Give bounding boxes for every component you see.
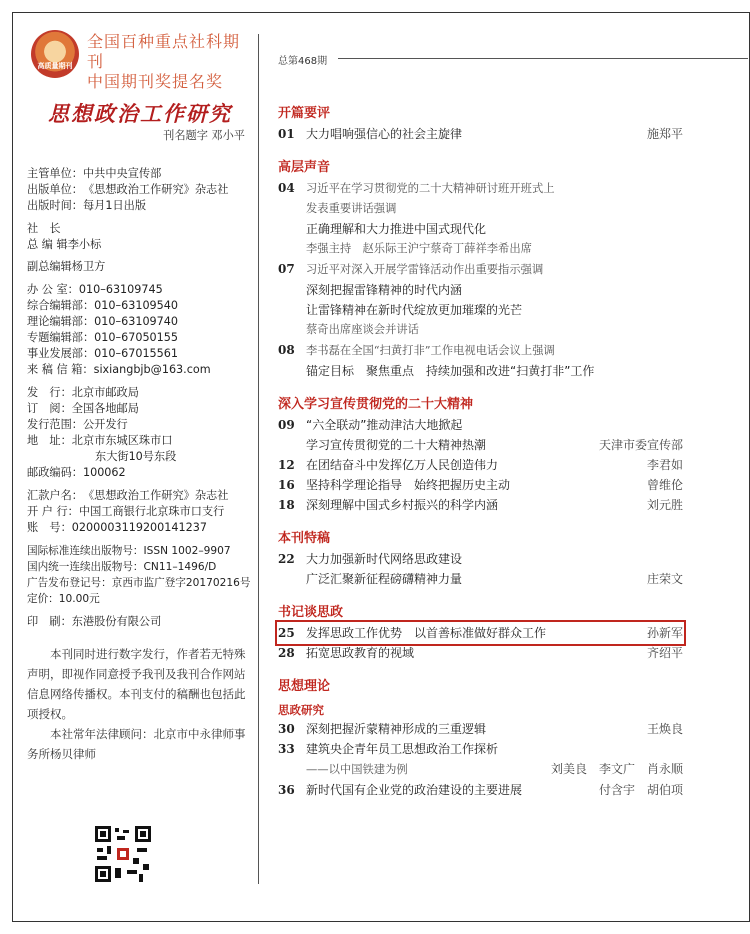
info-value: 中国工商银行北京珠市口支行	[78, 505, 225, 518]
toc-entry[interactable]	[278, 320, 683, 340]
info-value: 公开发行	[82, 418, 128, 431]
info-row	[27, 362, 253, 378]
award-emblem-icon	[31, 30, 79, 78]
info-row	[27, 520, 253, 536]
info-row	[27, 298, 253, 314]
toc-entry[interactable]	[278, 495, 683, 515]
info-value: 中共中央宣传部	[82, 167, 162, 180]
info-label: 账 号：	[27, 521, 72, 534]
info-label: 订 阅：	[27, 402, 72, 415]
toc-entry[interactable]	[278, 780, 683, 800]
info-value: 北京市邮政局	[71, 386, 139, 399]
article-author: 庄荣文	[646, 572, 683, 586]
award-badge-text: 高质量期刊	[37, 62, 73, 70]
info-value: 010–63109745	[78, 283, 163, 296]
info-row	[27, 314, 253, 330]
info-label: 来 稿 信 箱：	[27, 363, 94, 376]
info-row	[27, 543, 253, 559]
toc-entry[interactable]	[278, 759, 683, 780]
toc-entry[interactable]	[278, 361, 683, 381]
info-label: 国际标准连续出版物号：	[27, 545, 144, 557]
info-value: 杨卫方	[71, 260, 106, 273]
article-title: 蔡奇出席座谈会并讲话	[306, 323, 419, 336]
toc-entry[interactable]	[278, 623, 683, 643]
article-title: 深刻理解中国式乡村振兴的科学内涵	[306, 498, 499, 512]
award-banner	[27, 26, 253, 91]
info-value: 北京市东城区珠市口	[71, 434, 173, 447]
info-label: 综合编辑部：	[27, 299, 95, 312]
article-title: 李书磊在全国“扫黄打非”工作电视电话会议上强调	[306, 344, 555, 357]
article-title: 发挥思政工作优势 以首善标准做好群众工作	[306, 626, 547, 640]
masthead-column	[27, 26, 253, 764]
info-row	[27, 591, 253, 607]
info-row	[27, 182, 253, 198]
page-number: 36	[278, 783, 295, 797]
info-value: 010–67050155	[94, 331, 179, 344]
info-row	[27, 330, 253, 346]
info-value: 每月1日出版	[82, 199, 147, 212]
info-row	[27, 465, 253, 481]
article-title: 大力唱响强信心的社会主旋律	[306, 127, 463, 141]
info-label: 出版时间：	[27, 199, 83, 212]
article-title: 大力加强新时代网络思政建设	[306, 552, 463, 566]
info-label: 社 长	[27, 222, 61, 235]
article-title: 锚定目标 聚焦重点 持续加强和改进“扫黄打非”工作	[306, 364, 595, 378]
page-number: 09	[278, 418, 295, 432]
info-row	[27, 237, 253, 253]
info-row	[27, 346, 253, 362]
info-label: 地 址：	[27, 434, 72, 447]
info-row	[27, 166, 253, 182]
info-label: 发行范围：	[27, 418, 83, 431]
info-label: 事业发展部：	[27, 347, 95, 360]
info-value: 010–63109740	[94, 315, 179, 328]
toc-entry[interactable]	[278, 739, 683, 759]
toc-entry[interactable]	[278, 259, 683, 280]
info-row	[27, 433, 253, 449]
info-row	[27, 449, 253, 465]
info-label: 国内统一连续出版物号：	[27, 561, 144, 573]
info-row	[27, 259, 253, 275]
toc-entry[interactable]	[278, 300, 683, 320]
info-value	[61, 221, 253, 237]
article-title: 在团结奋斗中发挥亿万人民创造伟力	[306, 458, 499, 472]
section-heading: 思想理论	[278, 679, 331, 694]
article-title: 坚持科学理论指导 始终把握历史主动	[306, 478, 511, 492]
info-value: 10.00元	[58, 593, 100, 605]
qr-code-icon	[93, 824, 153, 884]
info-row	[27, 401, 253, 417]
info-label: 广告发布登记号：	[27, 577, 112, 589]
info-label: 办 公 室：	[27, 283, 79, 296]
article-author: 王焕良	[646, 722, 683, 736]
info-row	[27, 198, 253, 214]
info-value: 东大街10号东段	[95, 450, 177, 463]
info-row	[27, 417, 253, 433]
toc-entry[interactable]	[278, 719, 683, 739]
info-label: 定价：	[27, 593, 59, 605]
toc-entry[interactable]	[278, 455, 683, 475]
info-label: 邮政编码：	[27, 466, 83, 479]
info-label: 理论编辑部：	[27, 315, 95, 328]
table-of-contents	[278, 104, 683, 800]
award-line-2: 中国期刊奖提名奖	[87, 72, 224, 91]
header-rule	[338, 58, 748, 59]
article-title: 学习宣传贯彻党的二十大精神热潮	[306, 438, 487, 452]
info-value: 京西市监广登字20170216号	[111, 577, 251, 589]
toc-entry[interactable]	[278, 340, 683, 361]
toc-entry[interactable]	[278, 124, 683, 144]
toc-entry[interactable]	[278, 435, 683, 455]
toc-entry[interactable]	[278, 475, 683, 495]
article-title: 让雷锋精神在新时代绽放更加璀璨的光芒	[306, 303, 523, 317]
info-label: 印 刷：	[27, 615, 72, 628]
subsection-heading: 思政研究	[278, 703, 324, 717]
info-label: 开 户 行：	[27, 505, 79, 518]
toc-entry[interactable]	[278, 643, 683, 663]
info-label: 发 行：	[27, 386, 72, 399]
article-author: 曾维伦	[646, 478, 683, 492]
page-number: 30	[278, 722, 295, 736]
info-value: 东港股份有限公司	[71, 615, 162, 628]
article-author: 施郑平	[646, 127, 683, 141]
info-label: 主管单位：	[27, 167, 83, 180]
article-author: 齐绍平	[646, 646, 683, 660]
award-text	[87, 32, 253, 92]
toc-entry[interactable]	[278, 219, 683, 239]
info-value: 全国各地邮局	[71, 402, 139, 415]
page-number: 12	[278, 458, 295, 472]
info-value: ISSN 1002–9907	[143, 545, 231, 557]
info-value: 010–63109540	[94, 299, 179, 312]
page-number: 16	[278, 478, 295, 492]
title-inscriber: 刊名题字 邓小平	[163, 129, 245, 142]
info-row	[27, 385, 253, 401]
page-number: 18	[278, 498, 295, 512]
page-number: 25	[278, 626, 295, 640]
copyright-notice: 本刊同时进行数字发行，作者若无特殊声明，即视作同意授予我刊及我刊合作网站信息网络传播权。本刊支付的稿酬也包括此项授权。	[27, 647, 246, 721]
article-author: 李君如	[646, 458, 683, 472]
toc-entry[interactable]	[278, 549, 683, 569]
toc-entry[interactable]	[278, 280, 683, 300]
article-author: 天津市委宣传部	[598, 438, 683, 452]
info-label: 副总编辑	[27, 260, 72, 273]
section-heading: 深入学习宣传贯彻党的二十大精神	[278, 397, 474, 412]
article-title: 深刻把握沂蒙精神形成的三重逻辑	[306, 722, 487, 736]
article-title: 习近平在学习贯彻党的二十大精神研讨班开班式上	[306, 182, 555, 195]
toc-entry[interactable]	[278, 569, 683, 589]
article-title: 广泛汇聚新征程磅礴精神力量	[306, 572, 463, 586]
info-value: 0200003119200141237	[71, 521, 208, 534]
article-title: 拓宽思政教育的视域	[306, 646, 415, 660]
info-value: 《思想政治工作研究》杂志社	[82, 183, 229, 196]
info-row	[27, 221, 253, 237]
article-author: 刘元胜	[646, 498, 683, 512]
issue-number: 总第468期	[278, 56, 328, 67]
page-number: 22	[278, 552, 295, 566]
info-label: 汇款户名：	[27, 489, 83, 502]
article-author: 付含宇 胡伯项	[598, 783, 683, 797]
page-number: 33	[278, 742, 295, 756]
info-row	[27, 282, 253, 298]
article-author: 刘美良 李文广 肖永顺	[550, 762, 683, 776]
info-label: 出版单位：	[27, 183, 83, 196]
article-title: 正确理解和大力推进中国式现代化	[306, 222, 487, 236]
article-title: 李强主持 赵乐际王沪宁蔡奇丁薛祥李希出席	[306, 242, 532, 255]
info-row	[27, 614, 253, 630]
info-row	[27, 504, 253, 520]
info-value: 《思想政治工作研究》杂志社	[82, 489, 229, 502]
section-heading: 开篇要评	[278, 106, 331, 121]
award-line-1: 全国百种重点社科期刊	[87, 32, 241, 71]
info-value: 李小标	[67, 238, 102, 251]
info-label: 总 编 辑	[27, 238, 68, 251]
page-number: 28	[278, 646, 295, 660]
section-heading: 高层声音	[278, 160, 331, 175]
section-heading: 书记谈思政	[278, 605, 344, 620]
publisher-info	[27, 166, 253, 630]
article-title: 发表重要讲话强调	[306, 202, 397, 215]
article-title: ——以中国铁建为例	[306, 763, 408, 776]
toc-entry[interactable]	[278, 199, 683, 219]
toc-entry[interactable]	[278, 239, 683, 259]
info-row	[27, 575, 253, 591]
info-row	[27, 488, 253, 504]
page-number: 01	[278, 127, 295, 141]
column-divider	[258, 34, 259, 884]
info-value: CN11–1496/D	[143, 561, 217, 573]
article-title: 建筑央企青年员工思想政治工作探析	[306, 742, 499, 756]
toc-entry[interactable]	[278, 178, 683, 199]
article-title: 深刻把握雷锋精神的时代内涵	[306, 283, 463, 297]
article-title: 习近平对深入开展学雷锋活动作出重要指示强调	[306, 263, 544, 276]
info-value: 010–67015561	[94, 347, 179, 360]
article-title: “六全联动”推动津沽大地掀起	[306, 418, 463, 432]
info-row	[27, 559, 253, 575]
page-number: 04	[278, 181, 295, 195]
magazine-title: 思想政治工作研究	[48, 101, 232, 126]
section-heading: 本刊特稿	[278, 531, 331, 546]
page-number: 07	[278, 262, 295, 276]
page-number: 08	[278, 343, 295, 357]
legal-counsel-notice: 本社常年法律顾问：北京市中永律师事务所杨贝律师	[27, 727, 246, 761]
info-value: sixiangbjb@163.com	[93, 363, 211, 376]
article-author: 孙新军	[646, 626, 683, 640]
article-title: 新时代国有企业党的政治建设的主要进展	[306, 783, 523, 797]
info-label: 专题编辑部：	[27, 331, 95, 344]
toc-entry[interactable]	[278, 415, 683, 435]
info-value: 100062	[82, 466, 126, 479]
